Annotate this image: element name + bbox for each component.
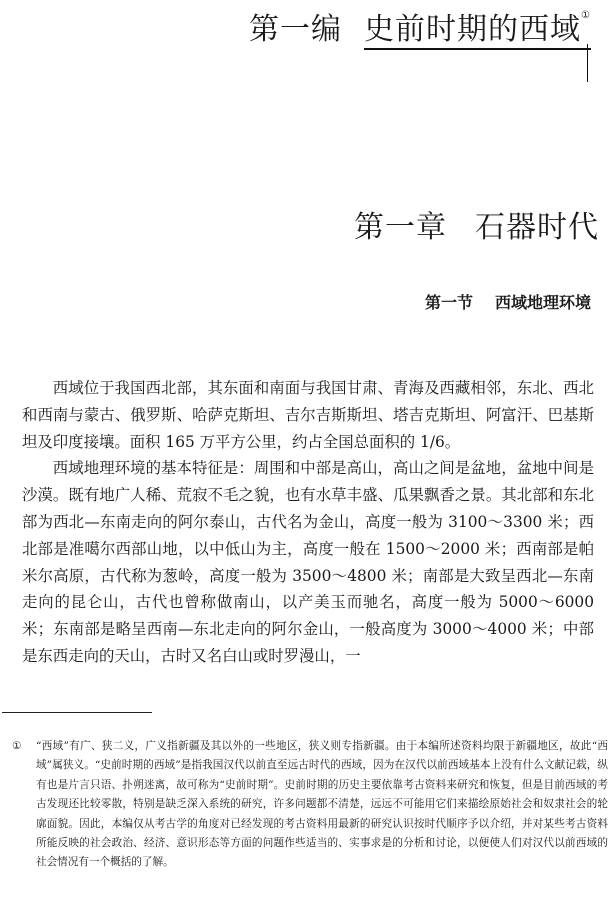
footnote-reference-mark[interactable]: ① (581, 10, 591, 21)
footnote-mark: ① (12, 740, 22, 752)
body-text (22, 375, 594, 670)
margin-rule (587, 44, 588, 82)
part-title (249, 4, 591, 48)
chapter-number: 第一章 (354, 210, 447, 245)
section-title-text: 西域地理环境 (494, 293, 591, 312)
footnote (12, 737, 608, 873)
chapter-title-text: 石器时代 (475, 210, 599, 245)
part-title-label: 史前时期的西域 (364, 12, 582, 47)
footnote-divider (2, 712, 152, 713)
section-title (425, 290, 591, 313)
section-number: 第一节 (424, 293, 473, 312)
paragraph: 西域位于我国西北部，其东面和南面与我国甘肃、青海及西藏相邻，东北、西北和西南与蒙古、俄罗斯、哈萨克斯坦、吉尔吉斯斯坦、塔吉克斯坦、阿富汗、巴基斯坦及印度接壤。面积 165 万平方公里，约占全国总面积的 1/6。 (22, 379, 594, 451)
part-title-text (364, 12, 591, 50)
chapter-title (354, 202, 599, 246)
footnote-text: “西域”有广、狭二义，广义指新疆及其以外的一些地区，狭义则专指新疆。由于本编所述资料均限于新疆地区，故此“西域”属狭义。“史前时期的西域”是指我国汉代以前直至远古时代的西域，因为在汉代以前西域基本上没有什么文献记载，纵有也是片言只语、扑朔迷离，故可称为“史前时期”。史前时期的历史主要依靠考古资料来研究和恢复，但是目前西域的考古发现还比较零散，特别是缺乏深入系统的研究，许多问题都不清楚，远远不可能用它们来描绘原始社会和奴隶社会的轮廓面貌。因此，本编仅从考古学的角度对已经发现的考古资料用最新的研究认识按时代顺序予以介绍，并对某些考古资料所能反映的社会政治、经济、意识形态等方面的问题作些适当的、实事求是的分析和讨论，以便使人们对汉代以前西域的社会情况有一个概括的了解。 (36, 740, 608, 869)
part-number: 第一编 (249, 12, 343, 47)
paragraph: 西域地理环境的基本特征是：周围和中部是高山，高山之间是盆地，盆地中间是沙漠。既有地广人稀、荒寂不毛之貌，也有水草丰盛、瓜果飘香之景。其北部和东北部为西北—东南走向的阿尔泰山，古代名为金山，高度一般为 3100～3300 米；西北部是准噶尔西部山地，以中低山为主，高度一般在 1500～2000 米；西南部是帕米尔高原，古代称为葱岭，高度一般为 3500～4800 米；南部是大致呈西北—东南走向的昆仑山，古代也曾称做南山，以产美玉而驰名，高度一般为 5000～6000 米；东南部是略呈西南—东北走向的阿尔金山，一般高度为 3000～4000 米；中部是东西走向的天山，古时又名白山或时罗漫山，一 (22, 459, 594, 665)
